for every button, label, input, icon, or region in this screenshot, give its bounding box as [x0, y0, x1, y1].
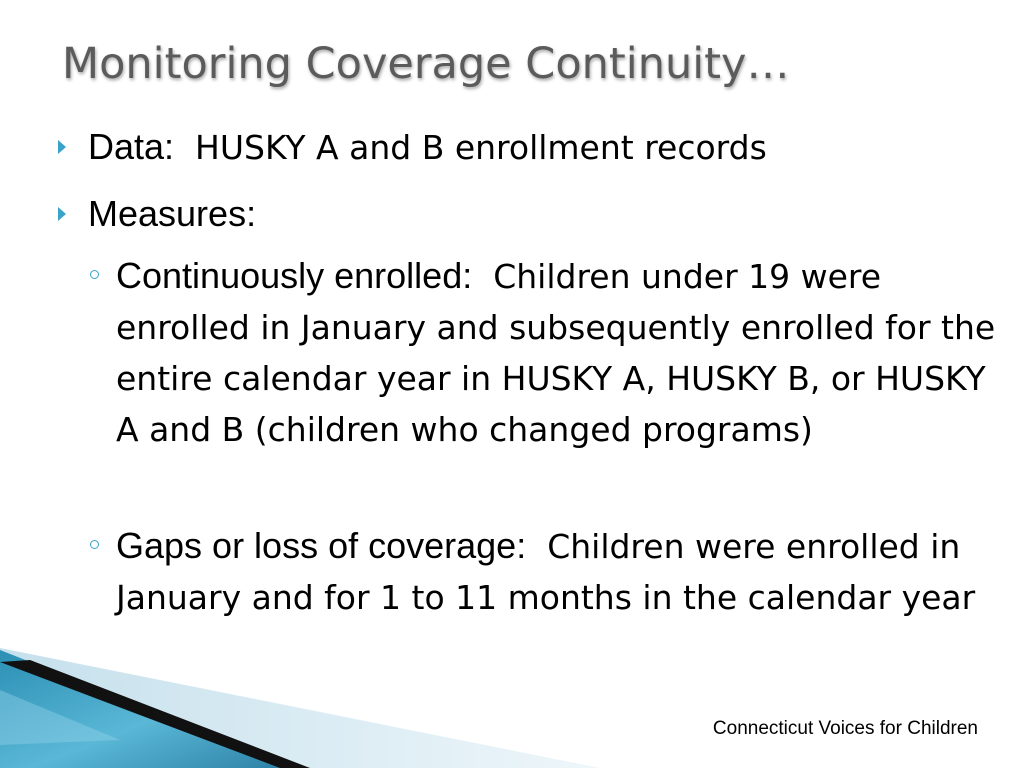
bullet-text: HUSKY A and B enrollment records	[195, 128, 767, 167]
hollow-circle-icon	[90, 270, 99, 279]
sub-bullet-continuously-enrolled	[116, 250, 1006, 455]
bullet-term: Data:	[88, 126, 175, 167]
sub-bullet-term: Continuously enrolled:	[116, 255, 473, 296]
slide-title: Monitoring Coverage Continuity…	[62, 39, 790, 89]
sub-bullet-gaps-or-loss	[116, 520, 1006, 623]
hollow-circle-icon	[90, 540, 99, 549]
bullet-term: Measures:	[88, 193, 257, 234]
bullet-data	[88, 127, 767, 168]
bullet-measures	[88, 194, 256, 235]
sub-bullet-text: Children under 19 were enrolled in January and subsequently enrolled for the entire calendar year in HUSKY A, HUSKY B, or HUSKY A and B (children who changed programs)	[116, 257, 996, 449]
footer-organization: Connecticut Voices for Children	[712, 718, 978, 739]
sub-bullet-term: Gaps or loss of coverage:	[116, 525, 527, 566]
triangle-right-icon	[58, 207, 66, 221]
triangle-right-icon	[58, 140, 66, 154]
sub-bullet-text: Children were enrolled in January and for 1 to 11 months in the calendar year	[116, 527, 976, 617]
